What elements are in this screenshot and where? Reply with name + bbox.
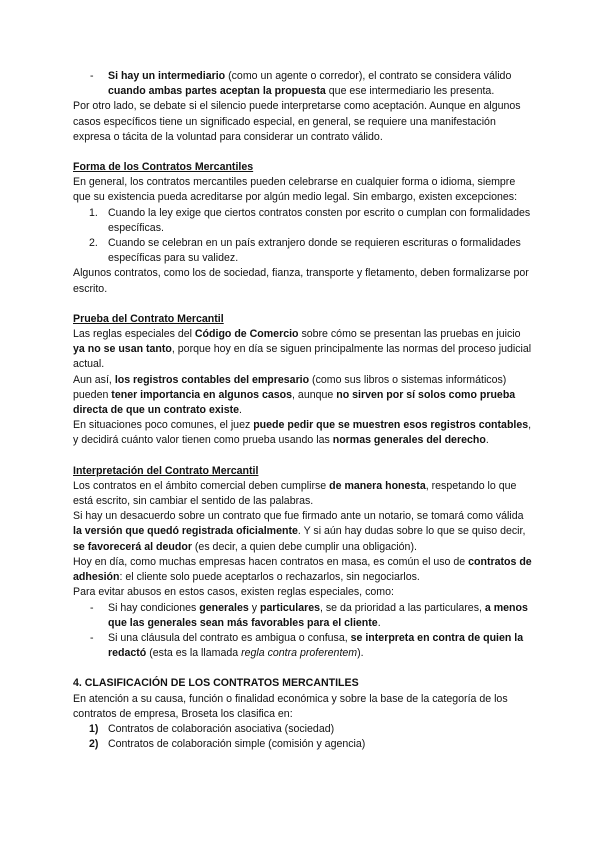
clasificacion-item-2: 2) Contratos de colaboración simple (comisión y agencia) (89, 738, 366, 751)
interpretacion-bullet-1: - Si hay condiciones generales y particulares, se da prioridad a las particulares, a menos que las generales sean más favorables para el cliente. (73, 601, 533, 631)
prueba-paragraph-1: Las reglas especiales del Código de Comercio sobre cómo se presentan las pruebas en juicio ya no se usan tanto, porque hoy en día se siguen principalmente las normas del proceso judicial actual. (73, 328, 532, 371)
interpretacion-paragraph-2: Si hay un desacuerdo sobre un contrato que fue firmado ante un notario, se tomará como válida la versión que quedó registrada oficialmente. Y si aún hay dudas sobre lo que se quiso decir, se favorecerá al deudor (es decir, a quien debe cumplir una obligación). (73, 510, 526, 553)
forma-intro: En general, los contratos mercantiles pueden celebrarse en cualquier forma o idioma, siempre que su existencia pueda acreditarse por algún medio legal. Sin embargo, existen excepciones: (73, 176, 518, 204)
intermediary-bullet: - Si hay un intermediario (como un agente o corredor), el contrato se considera válido cuando ambas partes aceptan la propuesta que ese intermediario les presenta. (73, 69, 533, 99)
silence-paragraph: Por otro lado, se debate si el silencio puede interpretarse como aceptación. Aunque en algunos casos específicos tiene un significado especial, en general, se requiere una manifestación expresa o tácita de la voluntad para considerar un contrato válido. (73, 100, 521, 143)
interpretacion-heading: Interpretación del Contrato Mercantil (73, 464, 259, 477)
clasificacion-heading: 4. CLASIFICACIÓN DE LOS CONTRATOS MERCANTILES (73, 677, 359, 690)
prueba-paragraph-2: Aun así, los registros contables del empresario (como sus libros o sistemas informáticos) pueden tener importancia en algunos casos, aunque no sirven por sí solos como prueba directa de que un contrato existe. (73, 373, 516, 417)
forma-item-1: 1. Cuando la ley exige que ciertos contratos consten por escrito o cumplan con formalidades específicas. (89, 206, 531, 234)
document-page (73, 69, 533, 752)
clasificacion-item-1: 1) Contratos de colaboración asociativa (sociedad) (89, 722, 335, 735)
interpretacion-paragraph-4: Para evitar abusos en estos casos, existen reglas especiales, como: (73, 586, 394, 599)
forma-heading: Forma de los Contratos Mercantiles (73, 161, 254, 174)
prueba-paragraph-3: En situaciones poco comunes, el juez puede pedir que se muestren esos registros contables, y decidirá cuánto valor tienen como prueba usando las normas generales del derecho. (73, 419, 532, 447)
interpretacion-paragraph-3: Hoy en día, como muchas empresas hacen contratos en masa, es común el uso de contratos de adhesión: el cliente solo puede aceptarlos o rechazarlos, sin negociarlos. (73, 555, 532, 584)
interpretacion-paragraph-1: Los contratos en el ámbito comercial deben cumplirse de manera honesta, respetando lo que está escrito, sin cambiar el sentido de las palabras. (73, 479, 517, 508)
prueba-heading: Prueba del Contrato Mercantil (73, 312, 224, 325)
forma-outro: Algunos contratos, como los de sociedad, fianza, transporte y fletamento, deben formalizarse por escrito. (73, 267, 529, 295)
clasificacion-intro: En atención a su causa, función o finalidad económica y sobre la base de la categoría de los contratos de empresa, Broseta los clasifica en: (73, 692, 508, 720)
forma-item-2: 2. Cuando se celebran en un país extranjero donde se requieren escrituras o formalidades específicas para su validez. (89, 237, 521, 265)
interpretacion-bullet-2: - Si una cláusula del contrato es ambigua o confusa, se interpreta en contra de quien la redactó (esta es la llamada regla contra proferentem). (73, 631, 533, 661)
